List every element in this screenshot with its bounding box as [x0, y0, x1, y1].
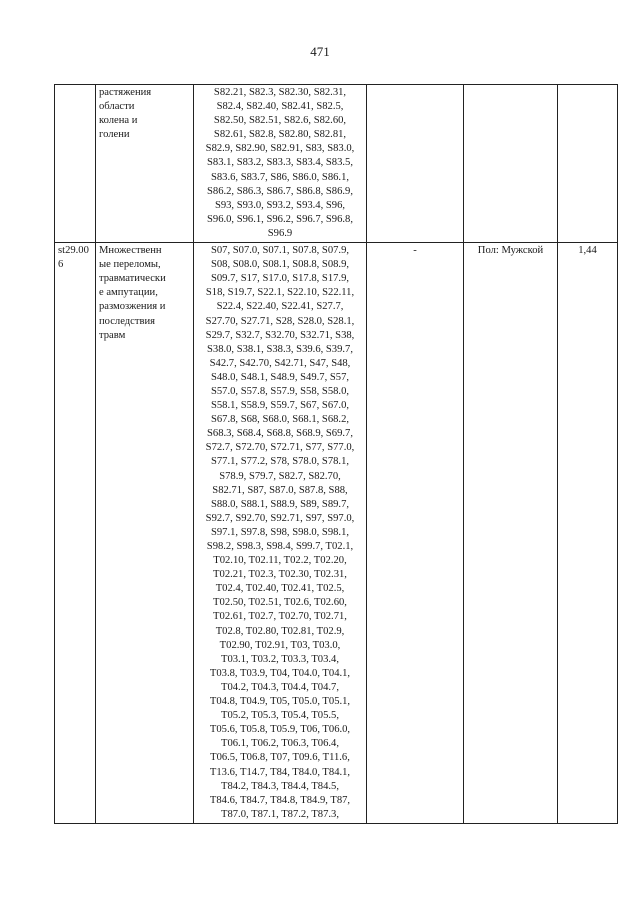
cell-line: T87.0, T87.1, T87.2, T87.3, [220, 808, 339, 820]
cell-line: S82.4, S82.40, S82.41, S82.5, [216, 101, 344, 113]
cell-line: S92.7, S92.70, S92.71, S97, S97.0, [205, 512, 355, 524]
cell-line: T03.8, T03.9, T04, T04.0, T04.1, [209, 667, 351, 679]
cell-line: T03.1, T03.2, T03.3, T03.4, [220, 653, 339, 665]
cell-line: T05.6, T05.8, T05.9, T06, T06.0, [209, 724, 351, 736]
cell-line: области [99, 101, 135, 113]
cell-line: S82.61, S82.8, S82.80, S82.81, [213, 129, 347, 141]
cell-line: T05.2, T05.3, T05.4, T05.5, [220, 710, 339, 722]
cell-line: st29.00 [58, 245, 89, 257]
group-code-cell [55, 85, 96, 243]
cell-line: S82.50, S82.51, S82.6, S82.60, [213, 115, 347, 127]
cell-line: S48.0, S48.1, S48.9, S49.7, S57, [210, 371, 350, 383]
cell-line: S18, S19.7, S22.1, S22.10, S22.11, [205, 287, 355, 299]
cell-line: S77.1, S77.2, S78, S78.0, S78.1, [210, 456, 350, 468]
cell-line: T84.6, T84.7, T84.8, T84.9, T87, [209, 794, 351, 806]
table-row [55, 243, 618, 824]
cell-line: S82.71, S87, S87.0, S87.8, S88, [212, 484, 348, 496]
cell-line: S42.7, S42.70, S42.71, S47, S48, [209, 357, 351, 369]
cell-line: S78.9, S79.7, S82.7, S82.70, [219, 470, 341, 482]
cell-line: T02.10, T02.11, T02.2, T02.20, [213, 555, 347, 567]
cell-line: T04.8, T04.9, T05, T05.0, T05.1, [209, 696, 351, 708]
cell-line: S58.1, S58.9, S59.7, S67, S67.0, [210, 400, 350, 412]
cell-line: S68.3, S68.4, S68.8, S68.9, S69.7, [207, 428, 353, 440]
cell-line: S08, S08.0, S08.1, S08.8, S08.9, [210, 259, 350, 271]
cell-line: T04.2, T04.3, T04.4, T04.7, [220, 681, 339, 693]
cell-line: S96.0, S96.1, S96.2, S96.7, S96.8, [207, 213, 353, 225]
cell-line: S82.9, S82.90, S82.91, S83, S83.0, [205, 143, 355, 155]
extra-criterion-cell [367, 85, 464, 243]
cell-line: колена и [99, 115, 138, 127]
criterion-cell [464, 85, 558, 243]
coefficient-cell [558, 85, 618, 243]
cell-line: S97.1, S97.8, S98, S98.0, S98.1, [210, 526, 350, 538]
cell-line: T02.50, T02.51, T02.6, T02.60, [213, 597, 347, 609]
cell-line: S22.4, S22.40, S22.41, S27.7, [216, 301, 344, 313]
cell-line: S09.7, S17, S17.0, S17.8, S17.9, [210, 273, 350, 285]
table-body [55, 85, 618, 824]
cell-line: травм [99, 329, 126, 341]
cell-line: T02.4, T02.40, T02.41, T02.5, [215, 583, 345, 595]
cell-line: последствия [99, 315, 156, 327]
cell-line: S86.2, S86.3, S86.7, S86.8, S86.9, [207, 185, 353, 197]
cell-line: S27.70, S27.71, S28, S28.0, S28.1, [205, 315, 355, 327]
cell-line: T02.90, T02.91, T03, T03.0, [219, 639, 341, 651]
group-name-cell [96, 243, 194, 824]
page-number: 471 [310, 44, 330, 59]
group-code-cell [55, 243, 96, 824]
cell-line: T84.2, T84.3, T84.4, T84.5, [220, 780, 339, 792]
cell-line: травматически [99, 273, 166, 285]
cell-line: T13.6, T14.7, T84, T84.0, T84.1, [209, 766, 351, 778]
cell-line: растяжения [99, 87, 152, 98]
group-name-cell [96, 85, 194, 243]
cell-line: T06.1, T06.2, T06.3, T06.4, [220, 738, 339, 750]
icd-codes-cell [194, 85, 367, 243]
cell-line: Множественн [99, 245, 162, 257]
extra-criterion-cell: - [367, 243, 464, 824]
cell-line: 6 [58, 259, 64, 271]
criterion-cell: Пол: Мужской [464, 243, 558, 824]
cell-line: размозжения и [99, 301, 166, 313]
cell-line: S83.1, S83.2, S83.3, S83.4, S83.5, [207, 157, 353, 169]
cell-line: ые переломы, [99, 259, 161, 271]
cell-line: S93, S93.0, S93.2, S93.4, S96, [214, 199, 346, 211]
cell-line: T02.61, T02.7, T02.70, T02.71, [213, 611, 347, 623]
cell-line: S83.6, S83.7, S86, S86.0, S86.1, [210, 171, 350, 183]
cell-line: S57.0, S57.8, S57.9, S58, S58.0, [210, 385, 350, 397]
cell-line: S72.7, S72.70, S72.71, S77, S77.0, [205, 442, 355, 454]
table-row [55, 85, 618, 243]
cell-line: T06.5, T06.8, T07, T09.6, T11.6, [210, 752, 350, 764]
icd-codes-cell [194, 243, 367, 824]
cell-line: T02.8, T02.80, T02.81, T02.9, [215, 625, 345, 637]
cell-line: S38.0, S38.1, S38.3, S39.6, S39.7, [207, 343, 353, 355]
cell-line: S98.2, S98.3, S98.4, S99.7, T02.1, [206, 541, 354, 552]
cell-line: S67.8, S68, S68.0, S68.1, S68.2, [210, 414, 350, 426]
cell-line: S29.7, S32.7, S32.70, S32.71, S38, [205, 329, 355, 341]
cell-line: T02.21, T02.3, T02.30, T02.31, [213, 569, 347, 581]
cell-line: S88.0, S88.1, S88.9, S89, S89.7, [210, 498, 350, 510]
cell-line: е ампутации, [99, 287, 158, 299]
cell-line: S07, S07.0, S07.1, S07.8, S07.9, [210, 245, 350, 257]
cell-line: голени [99, 129, 130, 141]
cell-line: S82.21, S82.3, S82.30, S82.31, [213, 87, 347, 98]
coefficient-cell: 1,44 [558, 243, 618, 824]
cell-line: S96.9 [267, 227, 293, 239]
diagnosis-group-table [54, 84, 618, 824]
